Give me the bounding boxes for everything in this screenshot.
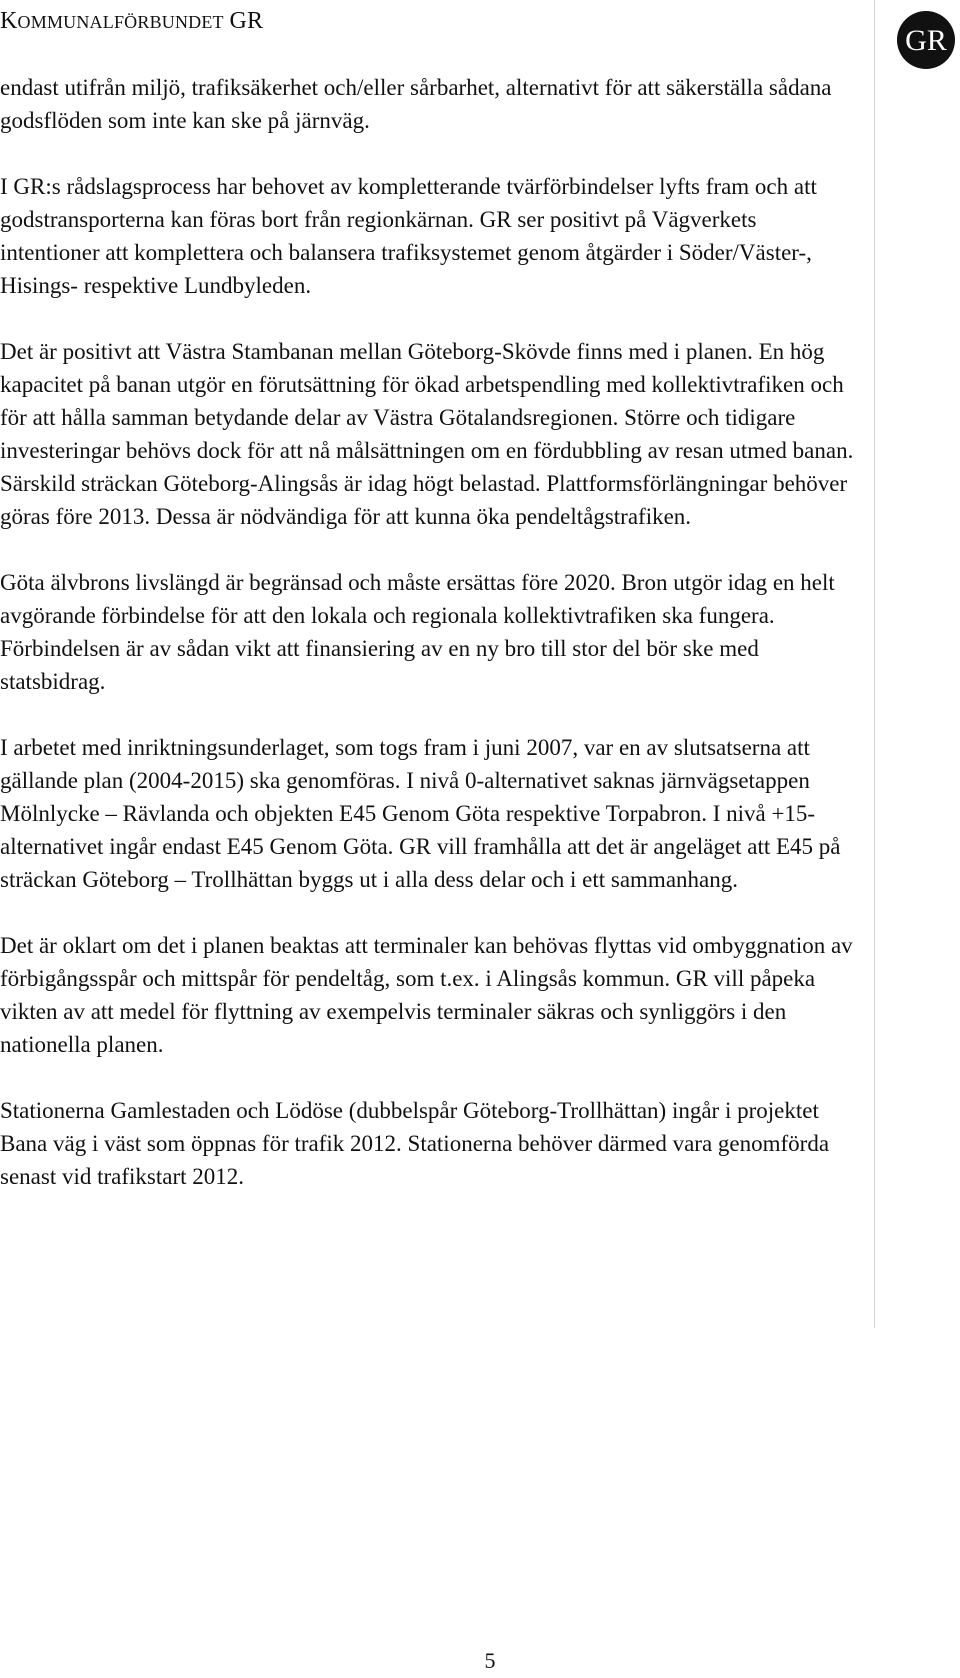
gr-logo-svg (896, 10, 956, 70)
page-header (0, 8, 263, 35)
document-body (0, 71, 860, 1226)
paragraph-6: Det är oklart om det i planen beaktas att terminaler kan behövas flyttas vid ombyggnation av förbigångsspår och mittspår för pendeltåg, som t.ex. i Alingsås kommun. GR vill påpeka vikten av att medel för flyttning av exempelvis terminaler säkras och synliggörs i den nationella planen. (0, 933, 853, 1057)
margin-rule (874, 0, 875, 1328)
header-org-suffix: GR (229, 8, 264, 34)
header-org-name: OMMUNALFÖRBUNDET (17, 12, 224, 32)
paragraph-3: Det är positivt att Västra Stambanan mellan Göteborg-Skövde finns med i planen. En hög kapacitet på banan utgör en förutsättning för ökad arbetspendling med kollektivtrafiken och för att hålla samman betydande delar av Västra Götalandsregionen. Större och tidigare investeringar behövs dock för att nå målsättningen om en fördubbling av resan utmed banan. Särskild sträckan Göteborg-Alingsås är idag högt belastad. Plattformsförlängningar behöver göras före 2013. Dessa är nödvändiga för att kunna öka pendeltågstrafiken. (0, 339, 854, 529)
gr-logo-icon (896, 10, 956, 70)
paragraph-4: Göta älvbrons livslängd är begränsad och måste ersättas före 2020. Bron utgör idag en helt avgörande förbindelse för att den lokala och regionala kollektivtrafiken ska fungera. Förbindelsen är av sådan vikt att finansiering av en ny bro till stor del bör ske med statsbidrag. (0, 570, 835, 694)
page-number: 5 (484, 1648, 496, 1673)
paragraph-5: I arbetet med inriktningsunderlaget, som togs fram i juni 2007, var en av slutsatserna att gällande plan (2004-2015) ska genomföras. I nivå 0-alternativet saknas järnvägsetappen Mölnlycke – Rävlanda och objekten E45 Genom Göta respektive Torpabron. I nivå +15-alternativet ingår endast E45 Genom Göta. GR vill framhålla att det är angeläget att E45 på sträckan Göteborg – Trollhättan byggs ut i alla dess delar och i ett sammanhang. (0, 735, 841, 892)
paragraph-1: endast utifrån miljö, trafiksäkerhet och/eller sårbarhet, alternativt för att säkerställa sådana godsflöden som inte kan ske på järnväg. (0, 75, 832, 133)
header-initial: K (0, 8, 18, 34)
logo-text: GR (905, 24, 947, 57)
paragraph-2: I GR:s rådslagsprocess har behovet av kompletterande tvärförbindelser lyfts fram och att godstransporterna kan föras bort från regionkärnan. GR ser positivt på Vägverkets intentioner att komplettera och balansera trafiksystemet genom åtgärder i Söder/Väster-, Hisings- respektive Lundbyleden. (0, 174, 817, 298)
paragraph-7: Stationerna Gamlestaden och Lödöse (dubbelspår Göteborg-Trollhättan) ingår i projektet Bana väg i väst som öppnas för trafik 2012. Stationerna behöver därmed vara genomförda senast vid trafikstart 2012. (0, 1098, 830, 1189)
